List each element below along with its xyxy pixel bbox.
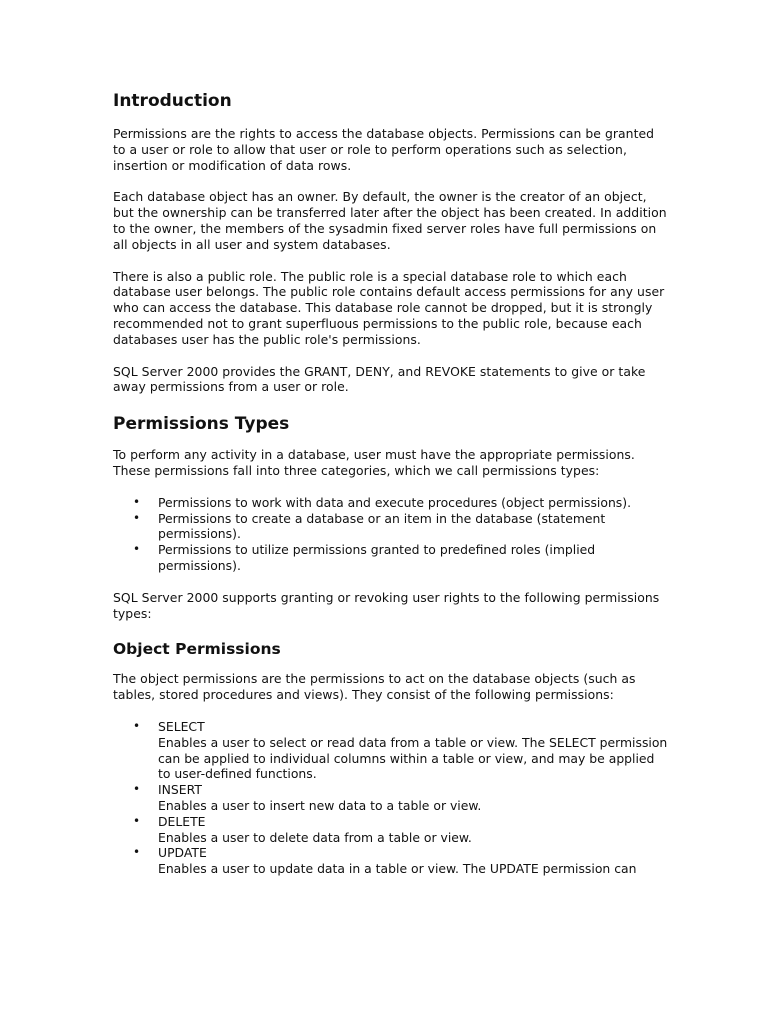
- bullet-icon: •: [133, 782, 141, 797]
- list-item: [113, 511, 668, 543]
- list-item-text: Permissions to utilize permissions granted to predefined roles (implied permissions).: [158, 542, 596, 573]
- object-permissions-intro: The object permissions are the permissions to act on the database objects (such as tables, stored procedures and views). They consist of the following permissions:: [113, 671, 636, 703]
- bullet-icon: •: [133, 510, 141, 525]
- list-item-text: Permissions to create a database or an item in the database (statement permissions).: [158, 510, 606, 542]
- bullet-icon: •: [133, 813, 141, 828]
- list-item: [113, 542, 668, 574]
- intro-paragraph: Each database object has an owner. By default, the owner is the creator of an object, but the ownership can be transferred later after the object has been created. In addition to the owner, the members of the sysadmin fixed server roles have full permissions on all objects in all user and system databases.: [113, 189, 667, 252]
- permissions-types-list: [113, 495, 668, 574]
- intro-paragraph: SQL Server 2000 provides the GRANT, DENY, and REVOKE statements to give or take away permissions from a user or role.: [113, 363, 646, 395]
- permission-name: INSERT: [158, 782, 202, 798]
- permission-description: Enables a user to insert new data to a table or view.: [158, 797, 482, 813]
- list-item: [113, 495, 668, 511]
- bullet-icon: •: [133, 494, 141, 509]
- permission-name: SELECT: [158, 718, 205, 734]
- permissions-types-heading: Permissions Types: [113, 414, 290, 435]
- intro-paragraph: There is also a public role. The public role is a special database role to which each database user belongs. The public role contains default access permissions for any user who can access the database. This database role cannot be dropped, but it is strongly recommended not to grant superfluous permissions to the public role, because each databases user has the public role's permissions.: [113, 268, 665, 347]
- intro-paragraph: Permissions are the rights to access the database objects. Permissions can be granted to a user or role to allow that user or role to perform operations such as selection, insertion or modification of data rows.: [113, 126, 655, 173]
- bullet-icon: •: [133, 542, 141, 557]
- permissions-types-outro: SQL Server 2000 supports granting or revoking user rights to the following permissions types:: [113, 589, 660, 621]
- permissions-types-intro: To perform any activity in a database, user must have the appropriate permissions. These permissions fall into three categories, which we call permissions types:: [113, 447, 635, 478]
- bullet-icon: •: [133, 845, 141, 860]
- list-item: [113, 845, 668, 877]
- permission-description: Enables a user to select or read data from a table or view. The SELECT permission can be applied to individual columns within a table or view, and may be applied to user-defined functions.: [158, 734, 668, 782]
- permission-description: Enables a user to delete data from a table or view.: [158, 829, 472, 845]
- introduction-heading: Introduction: [113, 91, 232, 111]
- permission-name: DELETE: [158, 813, 206, 829]
- object-permissions-list: [113, 719, 668, 877]
- list-item: [113, 814, 668, 846]
- list-item: [113, 782, 668, 814]
- permission-description: Enables a user to update data in a table or view. The UPDATE permission can: [158, 861, 637, 877]
- list-item: [113, 719, 668, 782]
- list-item-text: Permissions to work with data and execute procedures (object permissions).: [158, 494, 632, 510]
- object-permissions-heading: Object Permissions: [113, 640, 281, 659]
- permission-name: UPDATE: [158, 845, 207, 861]
- bullet-icon: •: [133, 718, 141, 733]
